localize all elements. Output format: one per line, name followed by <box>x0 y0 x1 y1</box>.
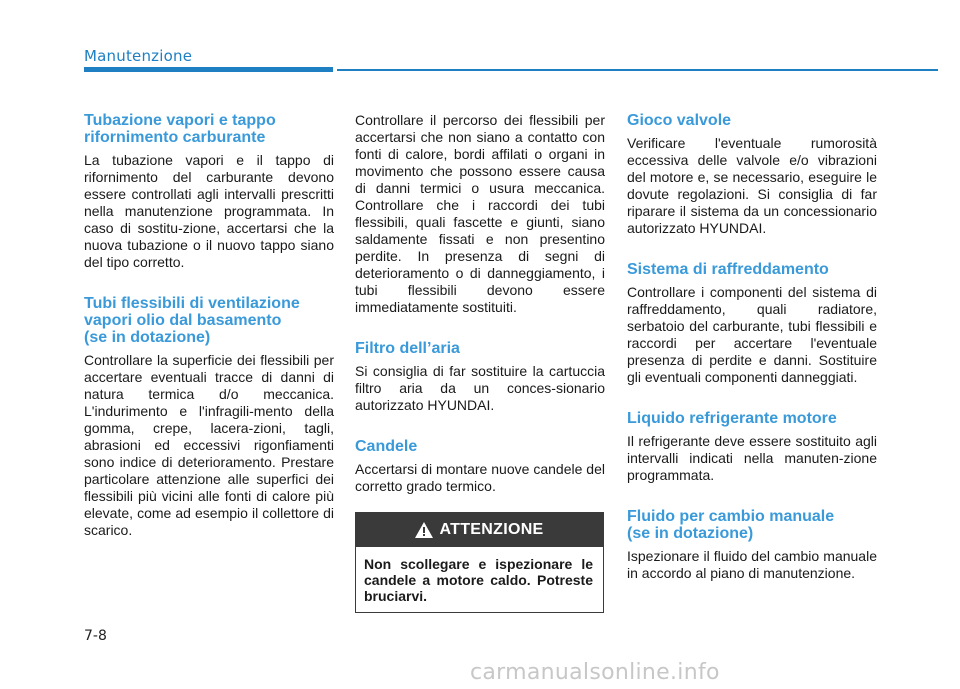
header-rule-thin <box>337 69 938 71</box>
section-heading: Liquido refrigerante motore <box>627 410 837 427</box>
section-heading: Candele <box>355 438 418 455</box>
warning-text: Non scollegare e ispezionare le candele a motore caldo. Potreste bruciarvi. <box>364 556 593 604</box>
section-text: Si consiglia di far sostituire la cartuccia filtro aria da un conces-sionario autorizzato HYUNDAI. <box>355 363 605 413</box>
warning-box <box>355 512 604 613</box>
column-1 <box>84 112 334 563</box>
section-text: Controllare il percorso dei flessibili per accertarsi che non siano a contatto con fonti di calore, bordi affilati o organi in movimento che possono essere causa di danni termici o usura meccanica. Controllare che i raccordi dei tubi flessibili, quali fascette e giunti, siano saldamente fissati e non presentino perdite. In presenza di segni di deterioramento o di danneggiamento, i tubi flessibili devono essere immediatamente sostituiti. <box>355 112 605 315</box>
warning-triangle-icon <box>415 522 433 538</box>
page-number: 7-8 <box>84 628 107 644</box>
section-spark-plugs <box>355 438 605 495</box>
section-heading: Tubi flessibili di ventilazione vapori olio dal basamento (se in dotazione) <box>84 295 300 346</box>
section-fuel-vapor-hose <box>84 112 334 271</box>
section-engine-coolant <box>627 410 877 484</box>
warning-header <box>356 513 603 547</box>
section-text: Controllare i componenti del sistema di raffreddamento, quali radiatore, serbatoio del carburante, tubi flessibili e raccordi per accertare l'eventuale presenza di perdite e danni. Sostituire gli eventuali componenti danneggiati. <box>627 284 877 385</box>
section-heading: Tubazione vapori e tappo rifornimento carburante <box>84 112 276 146</box>
section-valve-clearance <box>627 112 877 237</box>
warning-label: ATTENZIONE <box>439 521 544 538</box>
column-3 <box>627 112 877 606</box>
section-heading: Sistema di raffreddamento <box>627 261 829 278</box>
section-air-filter <box>355 340 605 414</box>
watermark: carmanualsonline.info <box>470 660 720 685</box>
section-manual-transmission-fluid <box>627 508 877 582</box>
header-title: Manutenzione <box>84 47 193 65</box>
section-hose-routing <box>355 112 605 316</box>
section-text: Ispezionare il fluido del cambio manuale in accordo al piano di manutenzione. <box>627 548 877 581</box>
section-cooling-system <box>627 261 877 386</box>
header-rule-thick <box>84 67 333 72</box>
section-text: La tubazione vapori e il tappo di rifornimento del carburante devono essere controllati agli intervalli prescritti nella manutenzione programmata. In caso di sostitu-zione, accertarsi che la nuova tubazione o il nuovo tappo siano del tipo corretto. <box>84 152 334 270</box>
section-heading: Gioco valvole <box>627 112 732 129</box>
section-text: Verificare l'eventuale rumorosità eccessiva delle valvole e/o vibrazioni del motore e, se necessario, eseguire le dovute regolazioni. Si consiglia di far riparare il sistema da un concessionario autorizzato HYUNDAI. <box>627 135 877 236</box>
section-heading: Fluido per cambio manuale (se in dotazione) <box>627 508 835 542</box>
section-heading: Filtro dell’aria <box>355 340 460 357</box>
section-text: Il refrigerante deve essere sostituito agli intervalli indicati nella manuten-zione programmata. <box>627 433 877 483</box>
section-text: Controllare la superficie dei flessibili per accertare eventuali tracce di danni di natura termica d/o meccanica. L'indurimento e l'infragili-mento della gomma, crepe, lacera-zioni, tagli, abrasioni ed eccessivi rigonfiamenti sono indice di deterioramento. Prestare particolare attenzione alle superfici dei flessibili più vicini alle fonti di calore più elevate, come ad esempio il collettore di scarico. <box>84 352 334 538</box>
section-text: Accertarsi di montare nuove candele del corretto grado termico. <box>355 461 605 494</box>
section-crankcase-vent-hoses <box>84 295 334 539</box>
column-2 <box>355 112 605 519</box>
